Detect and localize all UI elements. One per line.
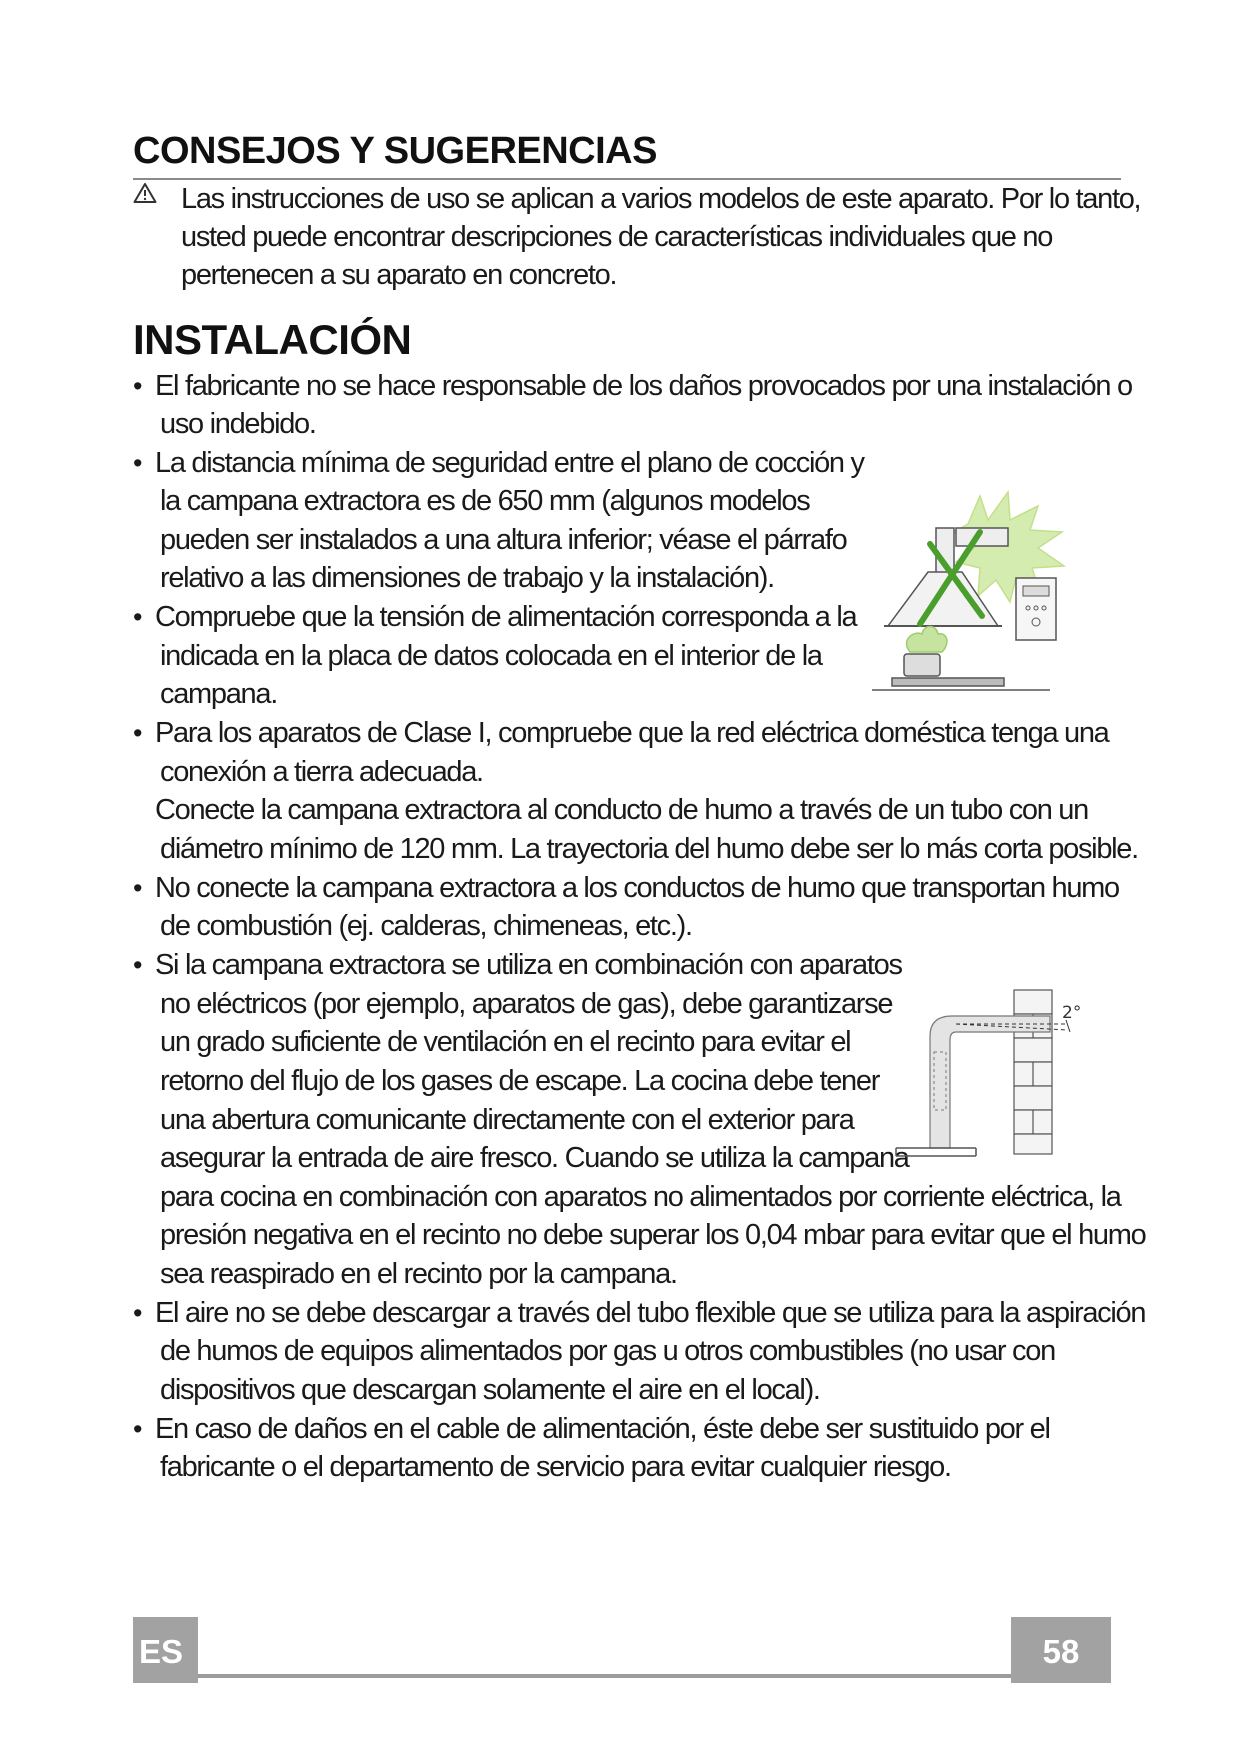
install-line-27: dispositivos que descargan solamente el aire en el local). bbox=[160, 1374, 820, 1406]
pot-icon bbox=[904, 654, 940, 676]
install-line-15: de combustión (ej. calderas, chimeneas, etc.). bbox=[160, 910, 692, 942]
install-line-3: La distancia mínima de seguridad entre el plano de cocción y bbox=[155, 447, 864, 479]
section-title-instalacion: INSTALACIÓN bbox=[133, 316, 412, 363]
install-line-25: El aire no se debe descargar a través del tubo flexible que se utiliza para la aspiración bbox=[155, 1297, 1146, 1329]
language-badge: ES bbox=[133, 1617, 198, 1683]
install-line-10: Para los aparatos de Clase I, compruebe que la red eléctrica doméstica tenga una bbox=[155, 717, 1109, 749]
footer-rule bbox=[133, 1674, 1111, 1678]
install-line-16: Si la campana extractora se utiliza en combinación con aparatos bbox=[155, 949, 902, 981]
hob-icon bbox=[892, 678, 1004, 686]
install-line-24: sea reaspirado en el recinto por la campana. bbox=[160, 1258, 677, 1290]
warning-triangle-icon bbox=[133, 182, 157, 204]
bullet: • bbox=[133, 448, 143, 478]
install-line-14: No conecte la campana extractora a los conductos de humo que transportan humo bbox=[155, 872, 1119, 904]
install-line-21: asegurar la entrada de aire fresco. Cuando se utiliza la campana bbox=[160, 1142, 909, 1174]
install-line-1: El fabricante no se hace responsable de los daños provocados por una instalación o bbox=[155, 370, 1132, 402]
install-line-22: para cocina en combinación con aparatos no alimentados por corriente eléctrica, la bbox=[160, 1181, 1121, 1213]
bullet: • bbox=[133, 1298, 143, 1328]
bullet: • bbox=[133, 602, 143, 632]
install-line-7: Compruebe que la tensión de alimentación corresponda a la bbox=[155, 601, 857, 633]
install-line-5: pueden ser instalados a una altura inferior; véase el párrafo bbox=[160, 524, 847, 556]
bullet: • bbox=[133, 718, 143, 748]
install-line-2: uso indebido. bbox=[160, 408, 316, 440]
bullet: • bbox=[133, 371, 143, 401]
hood-height-illustration bbox=[870, 484, 1086, 698]
install-line-9: campana. bbox=[160, 678, 277, 710]
install-line-20: una abertura comunicante directamente con el exterior para bbox=[160, 1104, 854, 1136]
install-line-13: diámetro mínimo de 120 mm. La trayectoria del humo debe ser lo más corta posible. bbox=[160, 833, 1138, 865]
install-line-4: la campana extractora es de 650 mm (algunos modelos bbox=[160, 485, 810, 517]
install-line-6: relativo a las dimensiones de trabajo y la instalación). bbox=[160, 562, 774, 594]
install-line-19: retorno del flujo de los gases de escape. La cocina debe tener bbox=[160, 1065, 880, 1097]
install-line-29: fabricante o el departamento de servicio para evitar cualquier riesgo. bbox=[160, 1451, 951, 1483]
bullet: • bbox=[133, 873, 143, 903]
angle-label: 2° bbox=[1062, 1003, 1082, 1023]
warning-line-1: Las instrucciones de uso se aplican a varios modelos de este aparato. Por lo tanto, bbox=[181, 183, 1141, 215]
brick-wall bbox=[1014, 990, 1052, 1154]
bullet: • bbox=[133, 1414, 143, 1444]
install-line-11: conexión a tierra adecuada. bbox=[160, 756, 483, 788]
install-line-8: indicada en la placa de datos colocada en el interior de la bbox=[160, 640, 822, 672]
install-line-26: de humos de equipos alimentados por gas u otros combustibles (no usar con bbox=[160, 1335, 1055, 1367]
warning-line-2: usted puede encontrar descripciones de características individuales que no bbox=[181, 221, 1053, 253]
install-line-17: no eléctricos (por ejemplo, aparatos de gas), debe garantizarse bbox=[160, 988, 893, 1020]
install-line-23: presión negativa en el recinto no debe superar los 0,04 mbar para evitar que el humo bbox=[160, 1219, 1146, 1251]
bullet: • bbox=[133, 950, 143, 980]
install-line-18: un grado suficiente de ventilación en el recinto para evitar el bbox=[160, 1026, 851, 1058]
warning-line-3: pertenecen a su aparato en concreto. bbox=[181, 259, 617, 291]
page-number: 58 bbox=[1011, 1617, 1111, 1683]
steam-icon bbox=[907, 627, 947, 653]
install-line-12: Conecte la campana extractora al conducto de humo a través de un tubo con un bbox=[155, 794, 1088, 826]
duct-slope-illustration bbox=[890, 988, 1090, 1164]
install-line-28: En caso de daños en el cable de alimentación, éste debe ser sustituido por el bbox=[155, 1413, 1050, 1445]
section-title-consejos: CONSEJOS Y SUGERENCIAS bbox=[133, 130, 657, 172]
